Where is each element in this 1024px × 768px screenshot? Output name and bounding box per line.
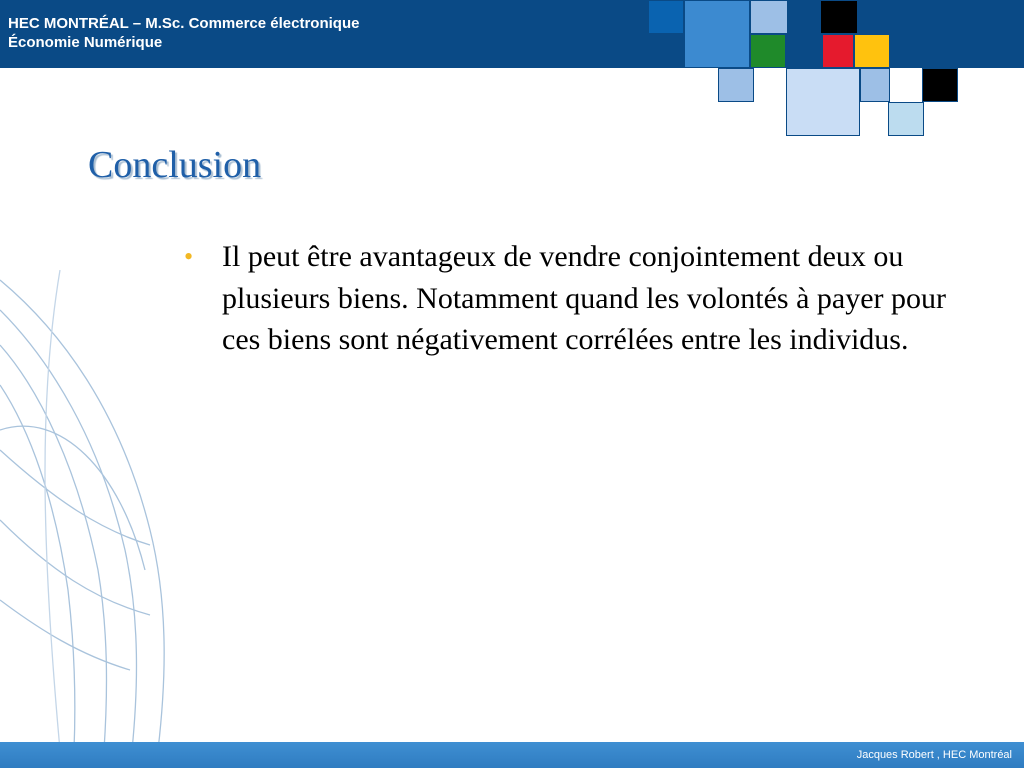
deco-square <box>684 0 750 68</box>
header-course-subtitle: Économie Numérique <box>8 34 163 51</box>
deco-square <box>786 34 822 68</box>
deco-square <box>820 0 858 34</box>
bullet-text: Il peut être avantageux de vendre conjointement deux ou plusieurs biens. Notamment quand les volontés à payer pour ces biens sont négativement corrélées entre les individus. <box>222 240 947 356</box>
deco-square <box>888 102 924 136</box>
bullet-dot-icon: • <box>184 242 194 271</box>
deco-square <box>786 68 860 136</box>
slide-title: Conclusion <box>88 144 262 186</box>
deco-square <box>822 34 854 68</box>
deco-square <box>648 0 684 34</box>
deco-square <box>860 68 890 102</box>
deco-square <box>750 34 786 68</box>
header-text <box>8 14 359 52</box>
deco-square <box>788 0 820 34</box>
deco-square <box>854 34 890 68</box>
bullet-list <box>184 236 984 361</box>
header-course-title: HEC MONTRÉAL – M.Sc. Commerce électronique <box>8 15 360 32</box>
deco-square <box>922 68 958 102</box>
deco-square <box>718 68 754 102</box>
footer-bar <box>0 742 1024 768</box>
deco-square <box>750 0 788 34</box>
bullet-item <box>184 236 984 361</box>
footer-author: Jacques Robert , HEC Montréal <box>856 749 1012 761</box>
